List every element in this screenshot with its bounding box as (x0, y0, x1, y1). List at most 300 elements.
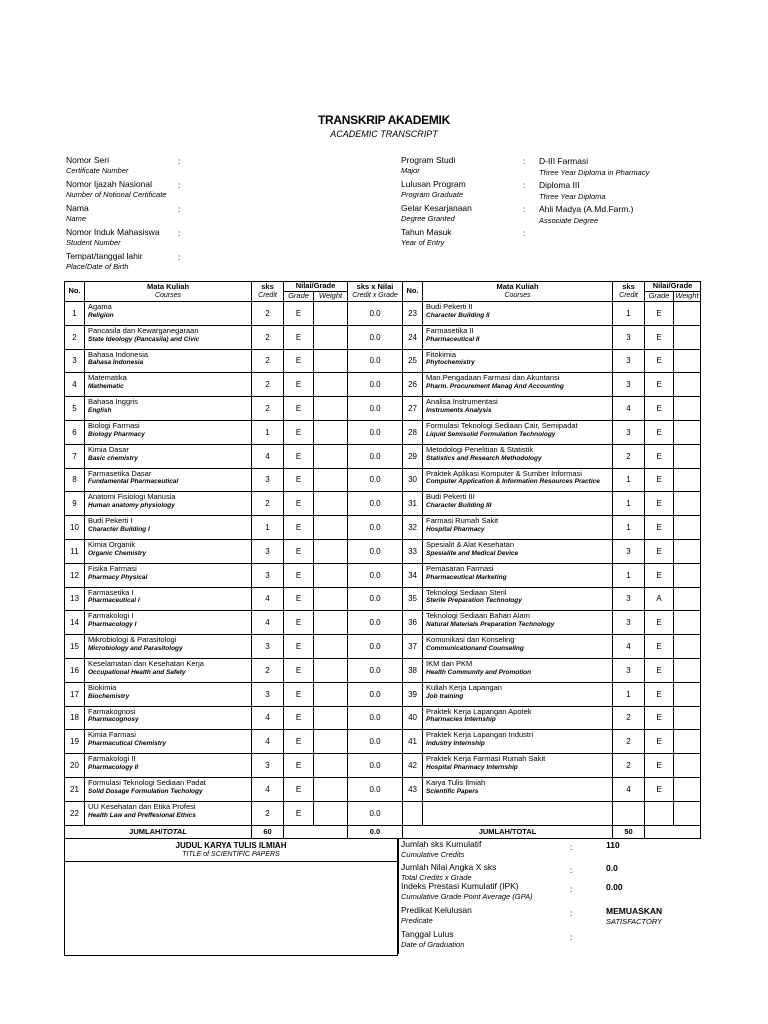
course-credit-x-grade: 0.0 (348, 444, 403, 468)
course-cell (85, 397, 252, 421)
course-number: 9 (65, 492, 85, 516)
left-total-text: JUMLAH/ (129, 827, 163, 837)
course-credit-x-grade: 0.0 (348, 563, 403, 587)
col-weight-header-right: Weight (675, 291, 699, 301)
course-name-en: Health Law and Preffesional Ethics (88, 811, 196, 819)
summary-label: Predikat Kelulusan (401, 905, 472, 915)
course-grade: E (284, 444, 314, 468)
course-number: 34 (403, 563, 423, 587)
course-name-en: Microbiology and Parasitology (88, 645, 183, 653)
course-weight (674, 302, 701, 326)
course-cell (423, 682, 613, 706)
course-credit-x-grade: 0.0 (348, 539, 403, 563)
summary-value-text: 0.0 (606, 863, 618, 873)
course-name: Fitokimia (426, 349, 457, 359)
right-total-blank (645, 825, 701, 838)
course-grade: E (284, 754, 314, 778)
course-number: 17 (65, 682, 85, 706)
course-weight (314, 468, 348, 492)
course-sks: 3 (252, 468, 284, 492)
course-weight (674, 397, 701, 421)
course-name-en: Liquid Semisolid Formulation Technology (426, 430, 556, 438)
summary-label: Jumlah Nilai Angka X sks (401, 862, 497, 872)
course-cell (85, 492, 252, 516)
course-number: 26 (403, 373, 423, 397)
right-header-field (401, 180, 466, 199)
course-cell (85, 801, 252, 825)
course-sks (613, 801, 645, 825)
left-total-cxg: 0.0 (348, 825, 403, 838)
col-nilai-header: Nilai/Grade (284, 282, 348, 292)
thesis-title: JUDUL KARYA TULIS ILMIAH (175, 841, 287, 850)
table-row (65, 611, 701, 635)
course-name: Formulasi Teknologi Sediaan Cair, Semipadat (426, 420, 578, 430)
course-credit-x-grade: 0.0 (348, 611, 403, 635)
course-number: 20 (65, 754, 85, 778)
course-name: Pemasaran Farmasi (426, 563, 494, 573)
course-number: 4 (65, 373, 85, 397)
left-header-field (66, 204, 89, 223)
course-grade: E (645, 754, 674, 778)
course-cell (85, 658, 252, 682)
course-cell (423, 492, 613, 516)
course-number: 40 (403, 706, 423, 730)
right-header-label: Tahun Masuk (401, 227, 452, 237)
course-name: Analisa Instrumentasi (426, 397, 498, 407)
course-sks: 2 (252, 492, 284, 516)
course-cell (423, 563, 613, 587)
course-header-en-right: Courses (504, 291, 531, 299)
course-sks: 4 (252, 706, 284, 730)
col-nilai-header-right: Nilai/Grade (645, 282, 701, 292)
course-credit-x-grade: 0.0 (348, 658, 403, 682)
course-name: Farmakognosi (88, 706, 136, 716)
left-total-blank (284, 825, 348, 838)
course-sks: 1 (613, 516, 645, 540)
course-grade: E (645, 539, 674, 563)
course-sks: 4 (252, 587, 284, 611)
summary-value-text: 110 (606, 840, 620, 850)
thesis-title-en: TITLE of SCIENTIFIC PAPERS (182, 851, 280, 858)
course-grade: E (645, 706, 674, 730)
course-number: 5 (65, 397, 85, 421)
course-cell (85, 754, 252, 778)
table-row (65, 801, 701, 825)
course-weight (314, 730, 348, 754)
course-weight (674, 730, 701, 754)
course-cell (423, 349, 613, 373)
course-credit-x-grade: 0.0 (348, 682, 403, 706)
course-name-en: Pharmaceutical I (88, 597, 140, 605)
table-row (65, 492, 701, 516)
course-weight (674, 325, 701, 349)
course-credit-x-grade: 0.0 (348, 349, 403, 373)
summary-label: Tanggal Lulus (401, 929, 454, 939)
course-name: Teknologi Sediaan Steril (426, 587, 507, 597)
course-cell (423, 539, 613, 563)
course-cell (85, 302, 252, 326)
course-grade: E (645, 349, 674, 373)
table-row (65, 349, 701, 373)
right-header-colon: : (523, 228, 526, 238)
course-name-en: Pharmacology II (88, 764, 139, 772)
course-cell (423, 302, 613, 326)
course-weight (314, 516, 348, 540)
course-name: Karya Tulis Ilmiah (426, 777, 486, 787)
summary-colon: : (570, 884, 573, 894)
course-sks: 1 (613, 682, 645, 706)
course-name: Farmasi Rumah Sakit (426, 516, 499, 526)
course-cell (423, 658, 613, 682)
course-sks: 4 (252, 611, 284, 635)
course-grade: E (284, 801, 314, 825)
course-name: Biokimia (88, 682, 117, 692)
document-title-block (0, 113, 768, 139)
table-row (65, 468, 701, 492)
course-name-en: Bahasa Indonesia (88, 359, 144, 367)
course-name: Budi Pekerti III (426, 492, 475, 502)
course-weight (674, 444, 701, 468)
course-weight (314, 658, 348, 682)
course-name: Praktek Kerja Lapangan Apotek (426, 706, 532, 716)
course-cell (423, 325, 613, 349)
course-weight (674, 492, 701, 516)
course-number: 11 (65, 539, 85, 563)
course-name: Fisika Farmasi (88, 563, 137, 573)
course-cell (85, 325, 252, 349)
col-course-header (85, 282, 252, 302)
course-grade: E (645, 302, 674, 326)
course-weight (314, 325, 348, 349)
col-grade-header-right: Grade (645, 292, 674, 302)
course-weight (674, 516, 701, 540)
course-name: Budi Pekerti I (88, 516, 133, 526)
course-sks: 2 (252, 658, 284, 682)
course-name-en: Phytochemistry (426, 359, 475, 367)
course-name-en: Pharmacology I (88, 621, 137, 629)
right-header-label-en: Major (401, 165, 420, 175)
course-name-en: Hospital Pharmacy Internship (426, 764, 518, 772)
course-weight (674, 635, 701, 659)
course-credit-x-grade: 0.0 (348, 397, 403, 421)
course-grade: E (645, 444, 674, 468)
left-header-field (66, 252, 143, 271)
table-row (65, 420, 701, 444)
course-sks: 1 (613, 563, 645, 587)
left-total-text-en: TOTAL (162, 827, 187, 837)
course-weight (674, 373, 701, 397)
course-number: 21 (65, 777, 85, 801)
summary-label: Jumlah sks Kumulatif (401, 839, 482, 849)
course-sks: 3 (252, 563, 284, 587)
summary-colon: : (570, 908, 573, 918)
course-name-en: Job training (426, 692, 464, 700)
course-name: Teknologi Sediaan Bahan Alam (426, 611, 530, 621)
summary-label-block (401, 840, 481, 858)
col-no-header: No. (65, 282, 85, 302)
summary-label-en: Total Credits x Grade (401, 872, 472, 882)
summary-value-text: 0.00 (606, 882, 623, 892)
course-weight (314, 373, 348, 397)
right-header-value-en: Three Year Diploma (539, 192, 606, 201)
course-sks: 3 (613, 349, 645, 373)
course-name-en: Sterile Preparation Technology (426, 597, 522, 605)
course-number: 15 (65, 635, 85, 659)
left-header-field (66, 228, 160, 247)
course-weight (314, 539, 348, 563)
table-row (65, 563, 701, 587)
summary-left-border (398, 838, 400, 954)
course-credit-x-grade: 0.0 (348, 468, 403, 492)
sks-header-en-right: Credit (619, 291, 638, 299)
course-credit-x-grade: 0.0 (348, 492, 403, 516)
course-weight (674, 563, 701, 587)
course-sks: 3 (613, 373, 645, 397)
table-row (65, 325, 701, 349)
course-name: Farmasetika II (426, 325, 474, 335)
course-cell (423, 420, 613, 444)
course-name: Praktek Kerja Farmasi Rumah Sakit (426, 754, 546, 764)
sksxn-header-label: sks x Nilai (356, 282, 394, 292)
course-weight (674, 349, 701, 373)
right-header-label: Program Studi (401, 155, 456, 165)
course-weight (674, 801, 701, 825)
course-cell (85, 468, 252, 492)
course-grade: E (284, 349, 314, 373)
course-number: 35 (403, 587, 423, 611)
course-grade: E (284, 706, 314, 730)
col-sks-header-right (613, 282, 645, 302)
course-name-en: Character Building II (426, 311, 490, 319)
course-name-en: Fundamental Pharmaceutical (88, 478, 179, 486)
course-cell (423, 730, 613, 754)
course-cell (85, 516, 252, 540)
document-subtitle: ACADEMIC TRANSCRIPT (330, 129, 438, 139)
table-row (65, 658, 701, 682)
right-header-value (539, 204, 633, 225)
course-grade: E (645, 682, 674, 706)
course-weight (314, 754, 348, 778)
course-sks: 4 (252, 444, 284, 468)
course-cell (423, 587, 613, 611)
course-sks: 4 (613, 777, 645, 801)
course-name-en: Human anatomy physiology (88, 502, 175, 510)
course-sks: 3 (613, 658, 645, 682)
course-name-en: Pharm. Procurement Manag And Accounting (426, 383, 564, 391)
course-weight (674, 658, 701, 682)
course-sks: 1 (613, 302, 645, 326)
course-sks: 2 (613, 730, 645, 754)
course-number: 19 (65, 730, 85, 754)
course-name: Agama (88, 302, 112, 311)
course-name-en: Solid Dosage Formulation Techology (88, 787, 203, 795)
left-header-colon: : (178, 156, 181, 166)
course-cell (423, 611, 613, 635)
course-number: 10 (65, 516, 85, 540)
course-grade: E (645, 658, 674, 682)
course-name-en: Organic Chemistry (88, 549, 147, 557)
course-sks: 2 (252, 325, 284, 349)
right-header-field (401, 228, 452, 247)
course-weight (314, 587, 348, 611)
course-cell (85, 420, 252, 444)
course-name: Farmakologi I (88, 611, 134, 621)
course-weight (674, 777, 701, 801)
course-credit-x-grade: 0.0 (348, 516, 403, 540)
course-cell (423, 397, 613, 421)
course-cell (85, 373, 252, 397)
left-header-colon: : (178, 252, 181, 262)
course-weight (674, 706, 701, 730)
course-name: Budi Pekerti II (426, 302, 473, 311)
table-row (65, 754, 701, 778)
course-number: 12 (65, 563, 85, 587)
course-grade: E (284, 468, 314, 492)
course-sks: 3 (252, 754, 284, 778)
totals-row (65, 825, 701, 838)
course-name-en: Pharmacies Internship (426, 716, 496, 724)
course-credit-x-grade: 0.0 (348, 587, 403, 611)
course-sks: 3 (613, 611, 645, 635)
table-row (65, 730, 701, 754)
course-credit-x-grade: 0.0 (348, 801, 403, 825)
course-name-en: Mathematic (88, 383, 124, 391)
right-header-colon: : (523, 180, 526, 190)
sks-header-en: Credit (258, 291, 277, 299)
course-name: Komunikasi dan Konseling (426, 635, 515, 645)
right-header-label-en: Program Graduate (401, 189, 464, 199)
table-row (65, 539, 701, 563)
course-weight (314, 777, 348, 801)
course-grade: E (284, 611, 314, 635)
course-grade: E (645, 611, 674, 635)
course-header-label: Mata Kuliah (146, 282, 190, 292)
course-number (403, 801, 423, 825)
course-cell (85, 611, 252, 635)
course-name: Pancasila dan Kewarganegaraan (88, 325, 199, 335)
course-grade: E (284, 635, 314, 659)
course-sks: 2 (252, 373, 284, 397)
thesis-divider (65, 861, 397, 862)
course-grade: E (645, 777, 674, 801)
course-name-en: Statistics and Research Methodology (426, 454, 542, 462)
course-cell (85, 706, 252, 730)
course-name-en: Industry Internship (426, 740, 485, 748)
course-credit-x-grade: 0.0 (348, 373, 403, 397)
summary-value-en: SATISFACTORY (606, 916, 662, 926)
grades-table (64, 281, 701, 839)
course-name-en: Pharmaceutical Marketing (426, 573, 507, 581)
summary-value (606, 864, 618, 875)
left-header-label-en: Number of Notional Certificate (66, 189, 167, 199)
course-name: Mikrobiologi & Parasitologi (88, 635, 177, 645)
course-name: Farmasetika Dasar (88, 468, 152, 478)
course-sks: 3 (252, 539, 284, 563)
course-grade: E (284, 730, 314, 754)
course-sks: 4 (613, 635, 645, 659)
thesis-title-block (65, 841, 397, 858)
course-name-en: Health Community and Promotion (426, 668, 532, 676)
left-total-sks: 60 (252, 825, 284, 838)
course-credit-x-grade: 0.0 (348, 635, 403, 659)
course-weight (674, 754, 701, 778)
course-weight (674, 611, 701, 635)
course-name-en: English (88, 407, 112, 415)
course-number: 33 (403, 539, 423, 563)
course-sks: 4 (252, 730, 284, 754)
course-grade: E (645, 325, 674, 349)
right-header-label: Gelar Kesarjanaan (401, 203, 472, 213)
course-grade: E (284, 777, 314, 801)
summary-label: Indeks Prestasi Kumulatif (IPK) (401, 881, 519, 891)
sks-header-label: sks (261, 282, 274, 292)
right-header-value-text: Ahli Madya (A.Md.Farm.) (539, 204, 634, 214)
course-sks: 4 (613, 397, 645, 421)
course-weight (314, 682, 348, 706)
course-grade: A (645, 587, 674, 611)
summary-label-block (401, 882, 533, 900)
left-header-label-en: Student Number (66, 237, 121, 247)
course-number: 27 (403, 397, 423, 421)
table-row (65, 444, 701, 468)
course-name: UU Kesehatan dan Etika Profesi (88, 801, 196, 811)
course-credit-x-grade: 0.0 (348, 730, 403, 754)
course-grade: E (284, 420, 314, 444)
course-sks: 3 (613, 539, 645, 563)
course-number: 30 (403, 468, 423, 492)
course-number: 32 (403, 516, 423, 540)
course-sks: 3 (252, 682, 284, 706)
course-sks: 1 (613, 468, 645, 492)
summary-colon: : (570, 932, 573, 942)
course-name: Anatomi Fisiologi Manusia (88, 492, 176, 502)
course-name-en: Computer Application & Information Resources Practice (426, 478, 600, 486)
course-number: 8 (65, 468, 85, 492)
course-weight (674, 468, 701, 492)
course-number: 36 (403, 611, 423, 635)
course-cell (423, 706, 613, 730)
course-number: 22 (65, 801, 85, 825)
course-credit-x-grade: 0.0 (348, 777, 403, 801)
course-sks: 2 (252, 801, 284, 825)
course-name: Bahasa Indonesia (88, 349, 149, 359)
course-sks: 2 (252, 302, 284, 326)
course-weight (314, 420, 348, 444)
course-grade: E (645, 492, 674, 516)
course-weight (314, 611, 348, 635)
course-cell (423, 516, 613, 540)
summary-label-en: Cumulative Credits (401, 849, 465, 859)
summary-value (606, 907, 662, 925)
course-cell (423, 777, 613, 801)
course-weight (314, 492, 348, 516)
right-total-sks: 50 (613, 825, 645, 838)
course-sks: 4 (252, 777, 284, 801)
course-sks: 3 (613, 587, 645, 611)
course-cell (423, 468, 613, 492)
course-number: 14 (65, 611, 85, 635)
course-grade: E (645, 730, 674, 754)
course-number: 2 (65, 325, 85, 349)
course-name: Bahasa Inggris (88, 397, 139, 407)
col-grade-header: Grade (284, 292, 314, 302)
course-weight (314, 444, 348, 468)
course-weight (674, 682, 701, 706)
summary-value-text: MEMUASKAN (606, 906, 663, 916)
course-name-en: Pharmaceutical II (426, 335, 480, 343)
right-header-colon: : (523, 156, 526, 166)
course-cell (85, 539, 252, 563)
